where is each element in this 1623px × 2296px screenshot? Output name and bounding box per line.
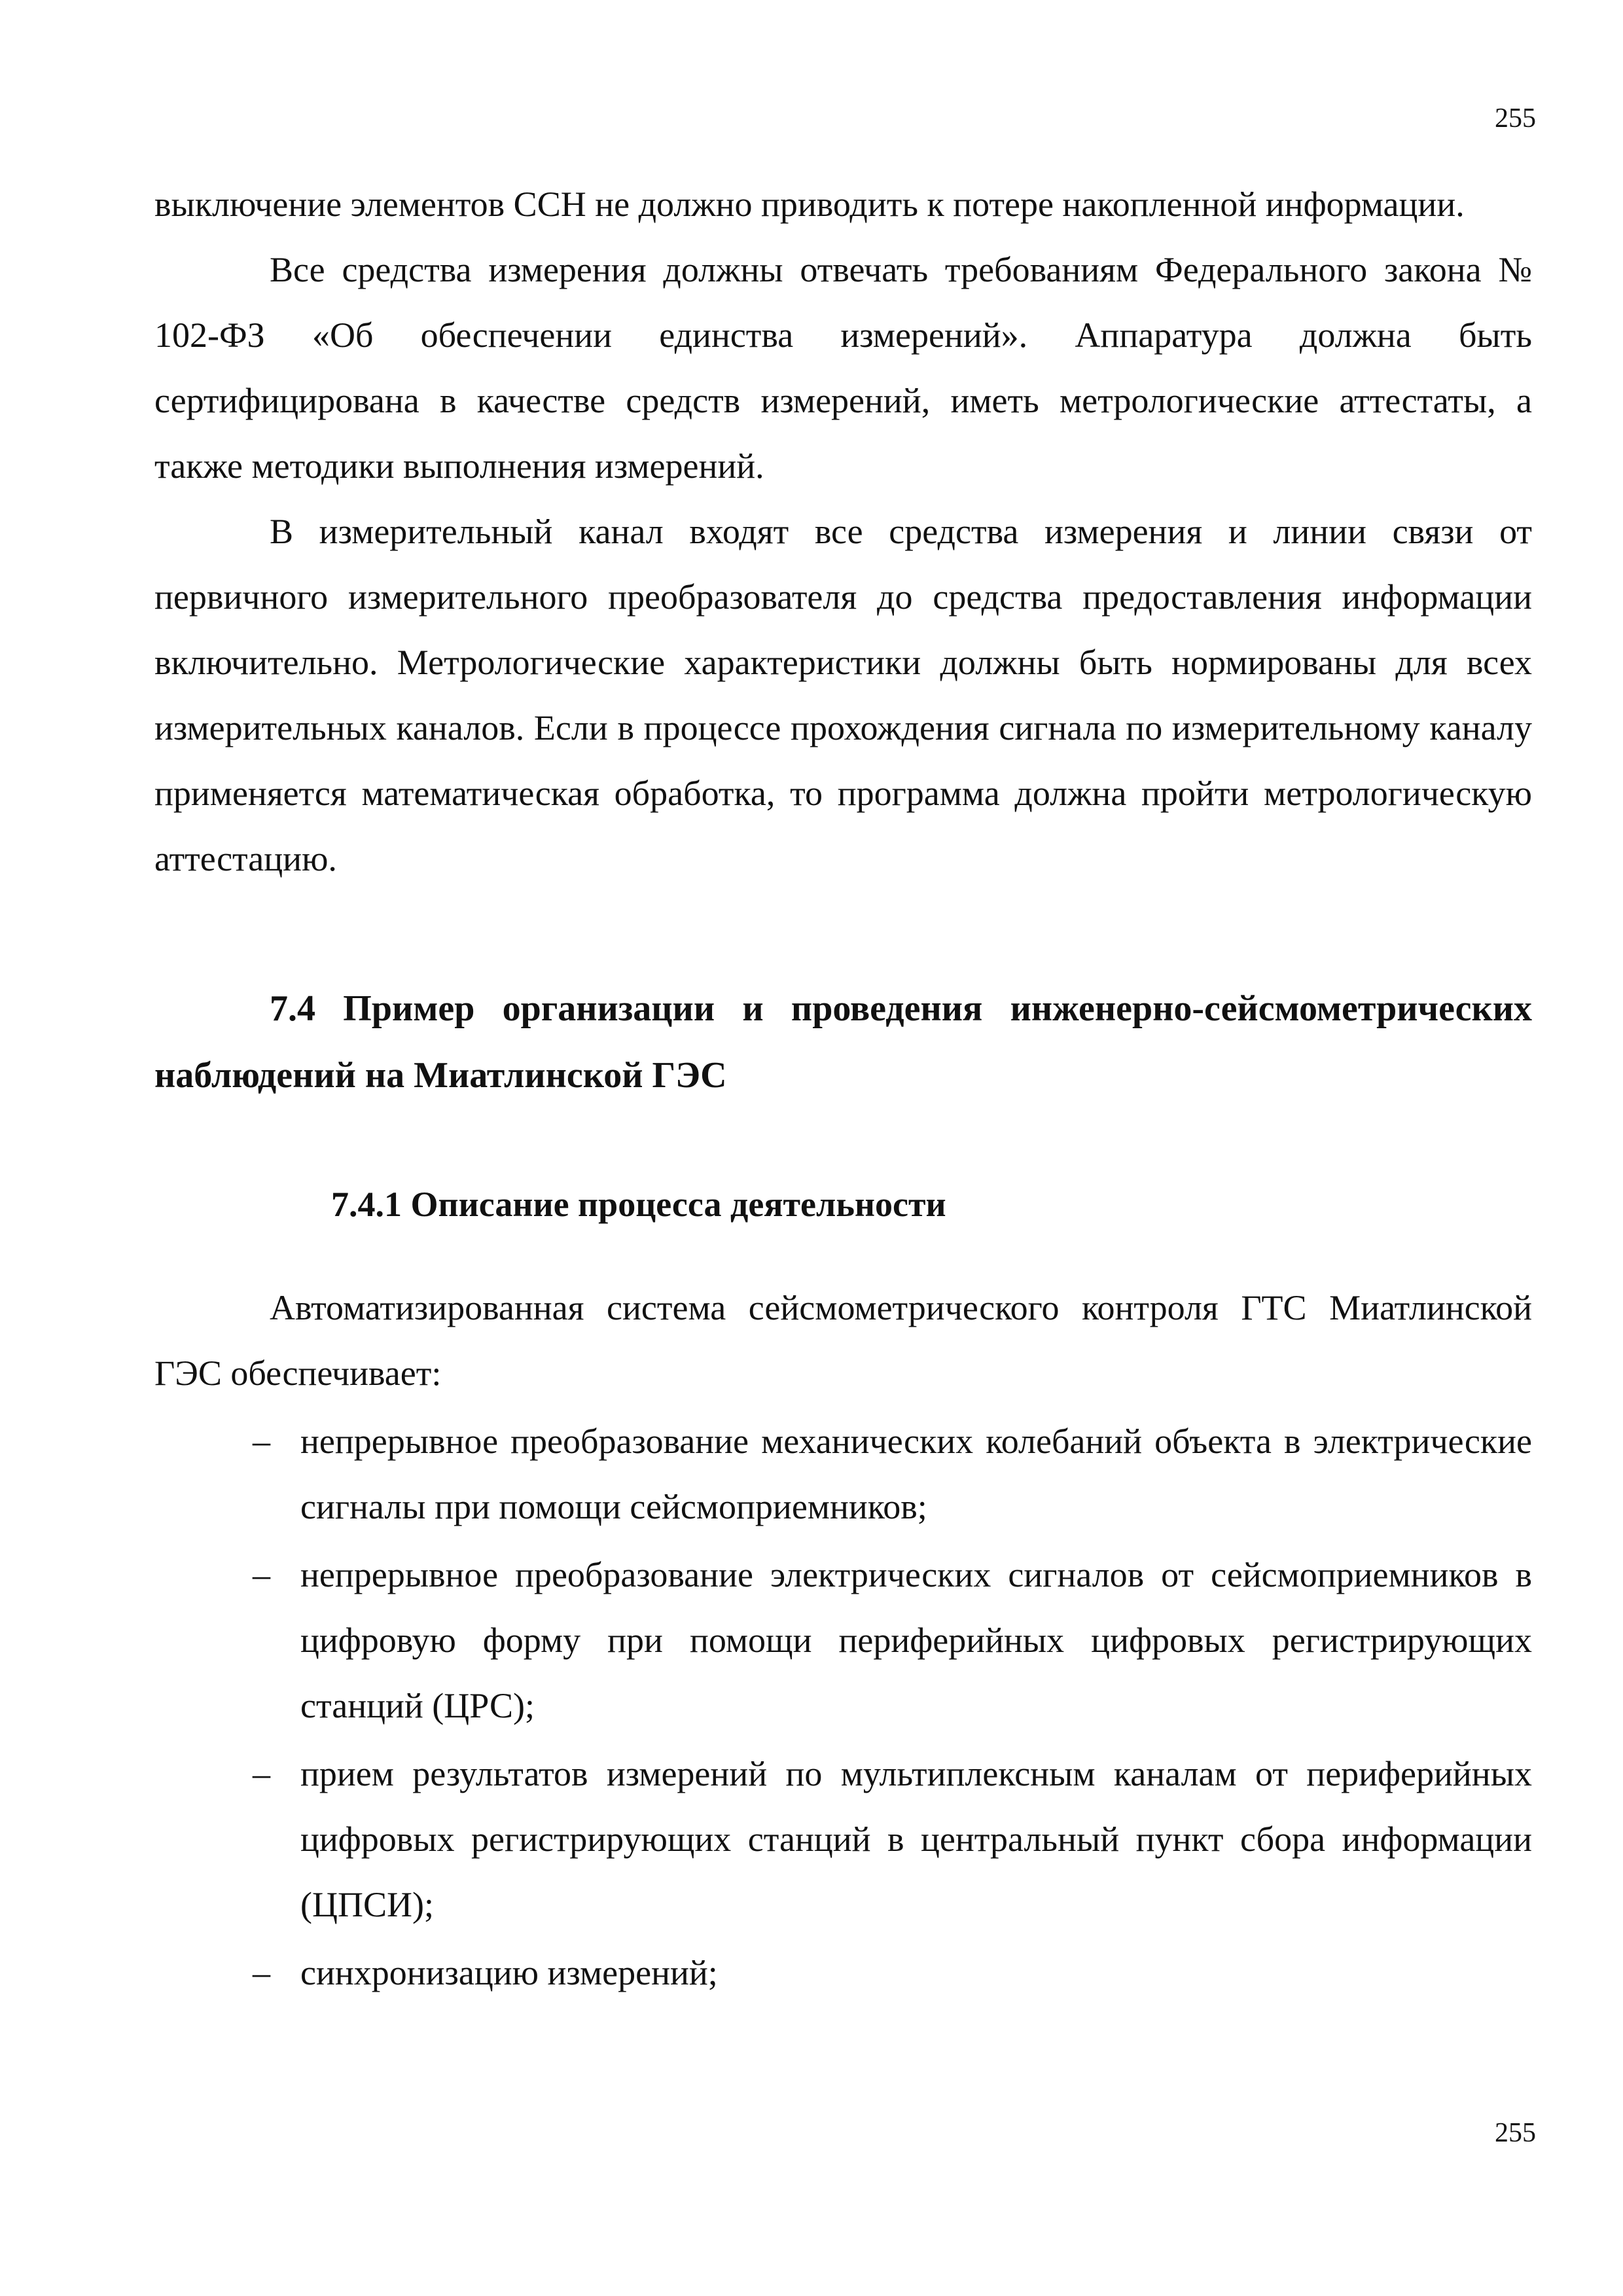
list-item <box>154 1741 1532 1937</box>
list-item <box>154 1408 1532 1539</box>
list-item-text: синхронизацию измерений; <box>300 1953 718 1992</box>
dash-bullet: – <box>253 1953 270 1992</box>
subsection-heading: 7.4.1 Описание процесса деятельности <box>331 1185 946 1224</box>
section-heading: 7.4 Пример организации и проведения инженерно-сейсмометрических наблюдений на Миатлинской ГЭС <box>154 988 1532 1096</box>
dash-bullet: – <box>253 1422 270 1461</box>
list-item <box>154 1940 1532 2005</box>
list-item <box>154 1542 1532 1738</box>
capabilities-list <box>154 1408 1532 2005</box>
list-item-text: непрерывное преобразование механических колебаний объекта в электрические сигналы при помощи сейсмоприемников; <box>300 1422 1532 1526</box>
list-item-text: прием результатов измерений по мультиплексным каналам от периферийных цифровых регистрирующих станций в центральный пункт сбора информации (ЦПСИ); <box>300 1754 1532 1924</box>
dash-bullet: – <box>253 1754 270 1793</box>
paragraph-continuation: выключение элементов ССН не должно приводить к потере накопленной информации. <box>154 185 1465 224</box>
intro-paragraph: Автоматизированная система сейсмометрического контроля ГТС Миатлинской ГЭС обеспечивает: <box>154 1288 1532 1393</box>
document-body <box>154 171 1532 2005</box>
dash-bullet: – <box>253 1555 270 1594</box>
paragraph-measurement-requirements: Все средства измерения должны отвечать требованиям Федерального закона № 102-ФЗ «Об обеспечении единства измерений». Аппаратура должна быть сертифицирована в качестве средств измерений, иметь метрологические аттестаты, а также методики выполнения измерений. <box>154 250 1532 486</box>
list-item-text: непрерывное преобразование электрических сигналов от сейсмоприемников в цифровую форму при помощи периферийных цифровых регистрирующих станций (ЦРС); <box>300 1555 1532 1725</box>
paragraph-measurement-channel: В измерительный канал входят все средства измерения и линии связи от первичного измерительного преобразователя до средства предоставления информации включительно. Метрологические характеристики должны быть нормированы для всех измерительных каналов. Если в процессе прохождения сигнала по измерительному каналу применяется математическая обработка, то программа должна пройти метрологическую аттестацию. <box>154 512 1532 878</box>
page-number-top: 255 <box>1495 103 1536 134</box>
page-number-bottom: 255 <box>1495 2118 1536 2148</box>
